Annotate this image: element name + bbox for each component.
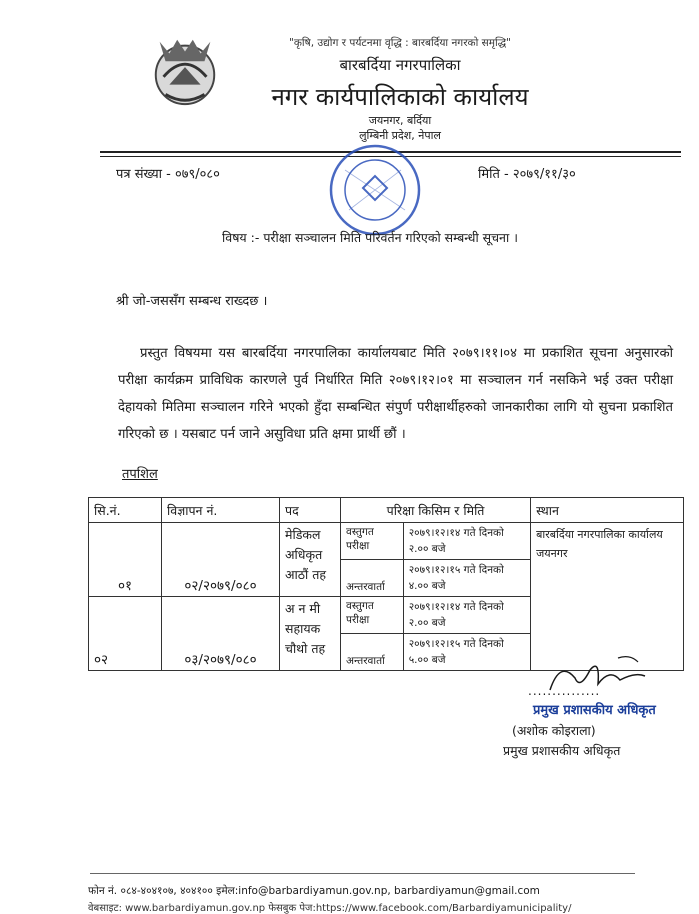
footer-web: वेबसाइट: www.barbardiyamun.gov.np फेसबुक पेज:https://www.facebook.com/Barbardiyamunicipality/ — [88, 903, 572, 914]
exam-datetime: २०७९।१२।१५ गते दिनको ४.०० बजे — [403, 560, 530, 597]
notice-body: प्रस्तुत विषयमा यस बारबर्दिया नगरपालिका कार्यालयबाट मिति २०७९।११।०४ मा प्रकाशित सूचना अनुसारको परीक्षा कार्यक्रम प्राविधिक कारणले पुर्व निर्धारित मिति २०७९।१२।०१ मा सञ्चालन गर्न नसकिने भई उक्त परीक्षा देहायको मितिमा सञ्चालन गरिने भएको हुँदा सम्बन्धित संपुर्ण परीक्षार्थीहरुको जानकारीका लागि यो सुचना प्रकाशित गरिएको छ । यसबाट पर्न जाने असुविधा प्रति क्षमा प्रार्थी छौं । — [118, 346, 673, 442]
exam-type: अन्तरवार्ता — [341, 634, 404, 671]
exam-type: वस्तुगत परीक्षा — [341, 597, 404, 634]
schedule-title: तपशिल — [122, 467, 158, 482]
row-sn: ०२ — [89, 597, 162, 671]
office-round-stamp — [325, 140, 425, 240]
designation-stamp: प्रमुख प्रशासकीय अधिकृत — [533, 703, 656, 718]
address-line-2: लुम्बिनी प्रदेश, नेपाल — [359, 129, 441, 142]
exam-type: अन्तरवार्ता — [341, 560, 404, 597]
signatory-name: (अशोक कोइराला) — [512, 723, 596, 738]
col-header-advert: विज्ञापन नं. — [162, 498, 280, 523]
table-header-row — [89, 498, 684, 523]
office-name: नगर कार्यपालिकाको कार्यालय — [271, 83, 529, 111]
col-header-exam: परिक्षा किसिम र मिति — [341, 498, 531, 523]
table-row — [89, 523, 684, 560]
signatory-designation: प्रमुख प्रशासकीय अधिकृत — [503, 743, 621, 758]
row-post: मेडिकल अधिकृत आठौं तह — [280, 523, 341, 597]
row-advert-no: ०२/२०७९/०८० — [162, 523, 280, 597]
address-line-1: जयनगर, बर्दिया — [368, 114, 432, 127]
exam-datetime: २०७९।१२।१४ गते दिनको २.०० बजे — [403, 523, 530, 560]
footer-contact: फोन नं. ०८४-४०४१०७, ४०४१०० इमेल:info@barbardiyamun.gov.np, barbardiyamun@gmail.com — [88, 885, 540, 897]
salutation: श्री जो-जससँग सम्बन्ध राख्दछ । — [116, 294, 268, 309]
row-advert-no: ०३/२०७९/०८० — [162, 597, 280, 671]
col-header-venue: स्थान — [531, 498, 684, 523]
exam-type: वस्तुगत परीक्षा — [341, 523, 404, 560]
footer-divider — [90, 873, 635, 874]
row-sn: ०१ — [89, 523, 162, 597]
col-header-sn: सि.नं. — [89, 498, 162, 523]
reference-number: पत्र संख्या - ०७९/०८० — [116, 167, 220, 182]
signature-line: ............... — [528, 684, 601, 698]
col-header-post: पद — [280, 498, 341, 523]
row-post: अ न मी सहायक चौथो तह — [280, 597, 341, 671]
municipality-name: बारबर्दिया नगरपालिका — [339, 56, 461, 74]
exam-venue: बारबर्दिया नगरपालिका कार्यालय जयनगर — [531, 523, 684, 671]
exam-schedule-table — [88, 497, 684, 671]
exam-datetime: २०७९।१२।१५ गते दिनको ५.०० बजे — [403, 634, 530, 671]
municipal-motto: "कृषि, उद्योग र पर्यटनमा वृद्धि : बारबर्दिया नगरको समृद्धि" — [289, 37, 511, 49]
letter-subject: विषय :- परीक्षा सञ्चालन मिति परिवर्तन गरिएको सम्बन्धी सूचना । — [222, 230, 518, 245]
exam-datetime: २०७९।१२।१४ गते दिनको २.०० बजे — [403, 597, 530, 634]
letter-date: मिति - २०७९/११/३० — [478, 167, 576, 182]
